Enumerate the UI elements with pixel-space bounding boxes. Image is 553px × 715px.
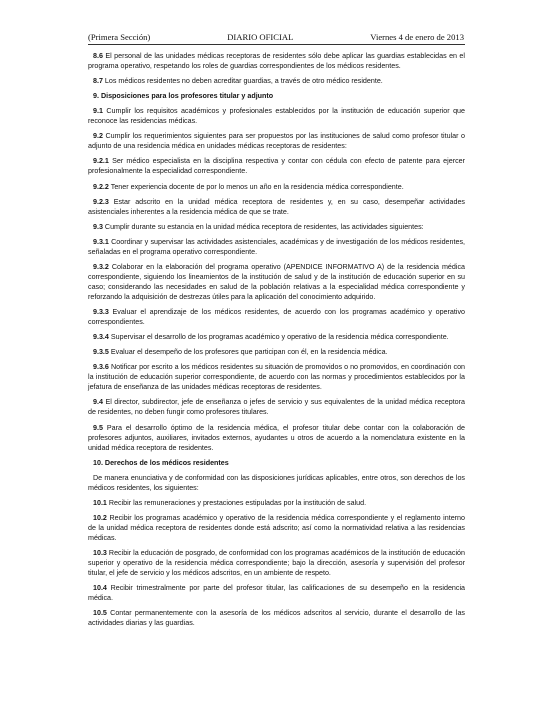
paragraph bbox=[88, 513, 465, 543]
paragraph-text: Contar permanentemente con la asesoría de los médicos adscritos al servicio, durante el desarrollo de las actividades diarias y las guardias. bbox=[88, 609, 465, 628]
paragraph-number: 9.3.2 bbox=[93, 262, 109, 271]
paragraph bbox=[88, 76, 465, 86]
paragraph-text: Para el desarrollo óptimo de la residencia médica, el profesor titular debe contar con la colaboración de profesores adjuntos, auxiliares, invitados externos, ayudantes u otros de acuerdo a la nomenclatura existente en la unidad médica receptora de residentes. bbox=[88, 423, 466, 452]
paragraph-text: Recibir las remuneraciones y prestaciones estipuladas por la institución de salud. bbox=[108, 498, 367, 507]
paragraph-text: El personal de las unidades médicas receptoras de residentes sólo debe aplicar las guardias establecidas en el programa operativo, respetando los roles de guardias correspondientes de los médicos residentes. bbox=[88, 52, 465, 70]
paragraph bbox=[88, 106, 465, 126]
paragraph bbox=[88, 131, 465, 151]
paragraph-number: 9.3.3 bbox=[93, 308, 109, 317]
paragraph-text: Recibir la educación de posgrado, de conformidad con los programas académicos de la institución de educación superior y operativo de la residencia médica correspondiente; bajo la dirección, asesoría y supervisión del profesor titular, el jefe de servicio y los médicos adscritos, en un ambiente de respeto. bbox=[88, 548, 466, 577]
paragraph-text: De manera enunciativa y de conformidad con las disposiciones jurídicas aplicables, entre otros, son derechos de los médicos residentes, los siguientes: bbox=[88, 473, 465, 492]
header-rule bbox=[88, 44, 465, 45]
paragraph bbox=[88, 197, 465, 217]
paragraph bbox=[88, 608, 465, 628]
paragraph-number: 9.1 bbox=[93, 107, 103, 116]
section-heading: 10. Derechos de los médicos residentes bbox=[93, 458, 229, 467]
paragraph-number: 9.2 bbox=[93, 132, 103, 141]
paragraph-number: 10.5 bbox=[93, 609, 107, 618]
paragraph-number: 9.3.6 bbox=[93, 363, 109, 372]
section-heading: 9. Disposiciones para los profesores titular y adjunto bbox=[93, 92, 274, 101]
paragraph-text: Cumplir los requisitos académicos y profesionales establecidos por la institución de educación superior que reconoce las residencias médicas. bbox=[88, 107, 465, 126]
paragraph-text: Colaborar en la elaboración del programa operativo (APENDICE INFORMATIVO A) de la residencia médica correspondiente, siguiendo los lineamientos de la institución de salud y de la institución de educación superior en su caso; considerando las necesidades en salud de la población relativas a la especialidad médica correspondiente y reforzando la adquisición de destrezas útiles para la aplicación del conocimiento adquirido. bbox=[88, 262, 465, 301]
paragraph bbox=[88, 548, 465, 578]
paragraph-text: Evaluar el aprendizaje de los médicos residentes, de acuerdo con los programas académico y operativo correspondientes. bbox=[88, 308, 465, 327]
paragraph-number: 9.3.5 bbox=[93, 348, 109, 357]
page-header bbox=[88, 32, 464, 42]
paragraph-number: 10.4 bbox=[93, 584, 107, 593]
paragraph bbox=[88, 583, 465, 603]
paragraph-text: Evaluar el desempeño de los profesores que participan con él, en la residencia médica. bbox=[110, 348, 388, 357]
paragraph bbox=[88, 182, 465, 192]
paragraph-text: El director, subdirector, jefe de enseñanza o jefes de servicio y sus equivalentes de la unidad médica receptora de residentes, no deben fungir como profesores titulares. bbox=[88, 398, 465, 417]
paragraph-number: 8.6 bbox=[93, 52, 103, 60]
paragraph bbox=[88, 307, 465, 327]
paragraph-number: 9.5 bbox=[93, 423, 103, 432]
paragraph-text: Recibir los programas académico y operativo de la residencia médica correspondiente y el reglamento interno de la unidad médica receptora de residentes donde está adscrito; así como la normatividad relativa a las residencias médicas. bbox=[88, 513, 465, 542]
paragraph-number: 9.4 bbox=[93, 398, 103, 407]
paragraph-number: 9.2.2 bbox=[93, 182, 109, 191]
paragraph bbox=[88, 498, 465, 508]
paragraph-text: Recibir trimestralmente por parte del profesor titular, las calificaciones de su desempeño en la residencia médica. bbox=[88, 584, 466, 603]
header-publication: DIARIO OFICIAL bbox=[227, 32, 294, 42]
header-date: Viernes 4 de enero de 2013 bbox=[370, 32, 464, 42]
paragraph-number: 8.7 bbox=[93, 77, 103, 86]
paragraph-text: Supervisar el desarrollo de los programas académico y operativo de la residencia médica correspondiente. bbox=[110, 333, 449, 342]
paragraph-number: 9.3 bbox=[93, 222, 103, 231]
paragraph-text: Cumplir los requerimientos siguientes para ser propuestos por las instituciones de salud como profesor titular o adjunto de una residencia médica en unidades médicas receptoras de residentes: bbox=[88, 132, 466, 151]
paragraph bbox=[88, 423, 465, 453]
paragraph bbox=[88, 473, 465, 493]
paragraph bbox=[88, 347, 465, 357]
paragraph-number: 9.2.1 bbox=[93, 157, 109, 166]
paragraph-text: Tener experiencia docente de por lo menos un año en la residencia médica correspondiente. bbox=[110, 182, 404, 191]
paragraph bbox=[88, 397, 465, 417]
header-section: (Primera Sección) bbox=[88, 32, 151, 42]
paragraph bbox=[88, 262, 465, 302]
paragraph-number: 10.2 bbox=[93, 513, 107, 522]
paragraph-text: Ser médico especialista en la disciplina respectiva y contar con cédula con efecto de patente para ejercer profesionalmente la especialidad correspondiente. bbox=[88, 157, 465, 176]
paragraph-text: Cumplir durante su estancia en la unidad médica receptora de residentes, las actividades siguientes: bbox=[104, 222, 424, 231]
paragraph bbox=[88, 362, 465, 392]
paragraph bbox=[88, 237, 465, 257]
document-body bbox=[88, 51, 465, 633]
paragraph-number: 9.3.1 bbox=[93, 237, 109, 246]
paragraph-text: Los médicos residentes no deben acreditar guardias, a través de otro médico residente. bbox=[104, 77, 383, 86]
paragraph bbox=[88, 222, 465, 232]
paragraph-number: 9.2.3 bbox=[93, 197, 109, 206]
paragraph-number: 10.3 bbox=[93, 548, 107, 557]
paragraph bbox=[88, 51, 465, 71]
paragraph bbox=[88, 156, 465, 176]
paragraph-text: Coordinar y supervisar las actividades asistenciales, académicas y de investigación de los médicos residentes, señaladas en el programa operativo correspondiente. bbox=[88, 237, 465, 256]
paragraph-number: 10.1 bbox=[93, 498, 107, 507]
paragraph-number: 9.3.4 bbox=[93, 333, 109, 342]
paragraph bbox=[88, 332, 465, 342]
paragraph-text: Estar adscrito en la unidad médica receptora de residentes y, en su caso, desempeñar actividades asistenciales inherentes a la residencia médica de que se trate. bbox=[88, 197, 465, 216]
paragraph-text: Notificar por escrito a los médicos residentes su situación de promovidos o no promovidos, en coordinación con la institución de educación superior correspondiente, de acuerdo con las normas y procedimientos establecidos por la jefatura de enseñanza de las unidades médicas receptoras de residentes. bbox=[88, 363, 466, 392]
